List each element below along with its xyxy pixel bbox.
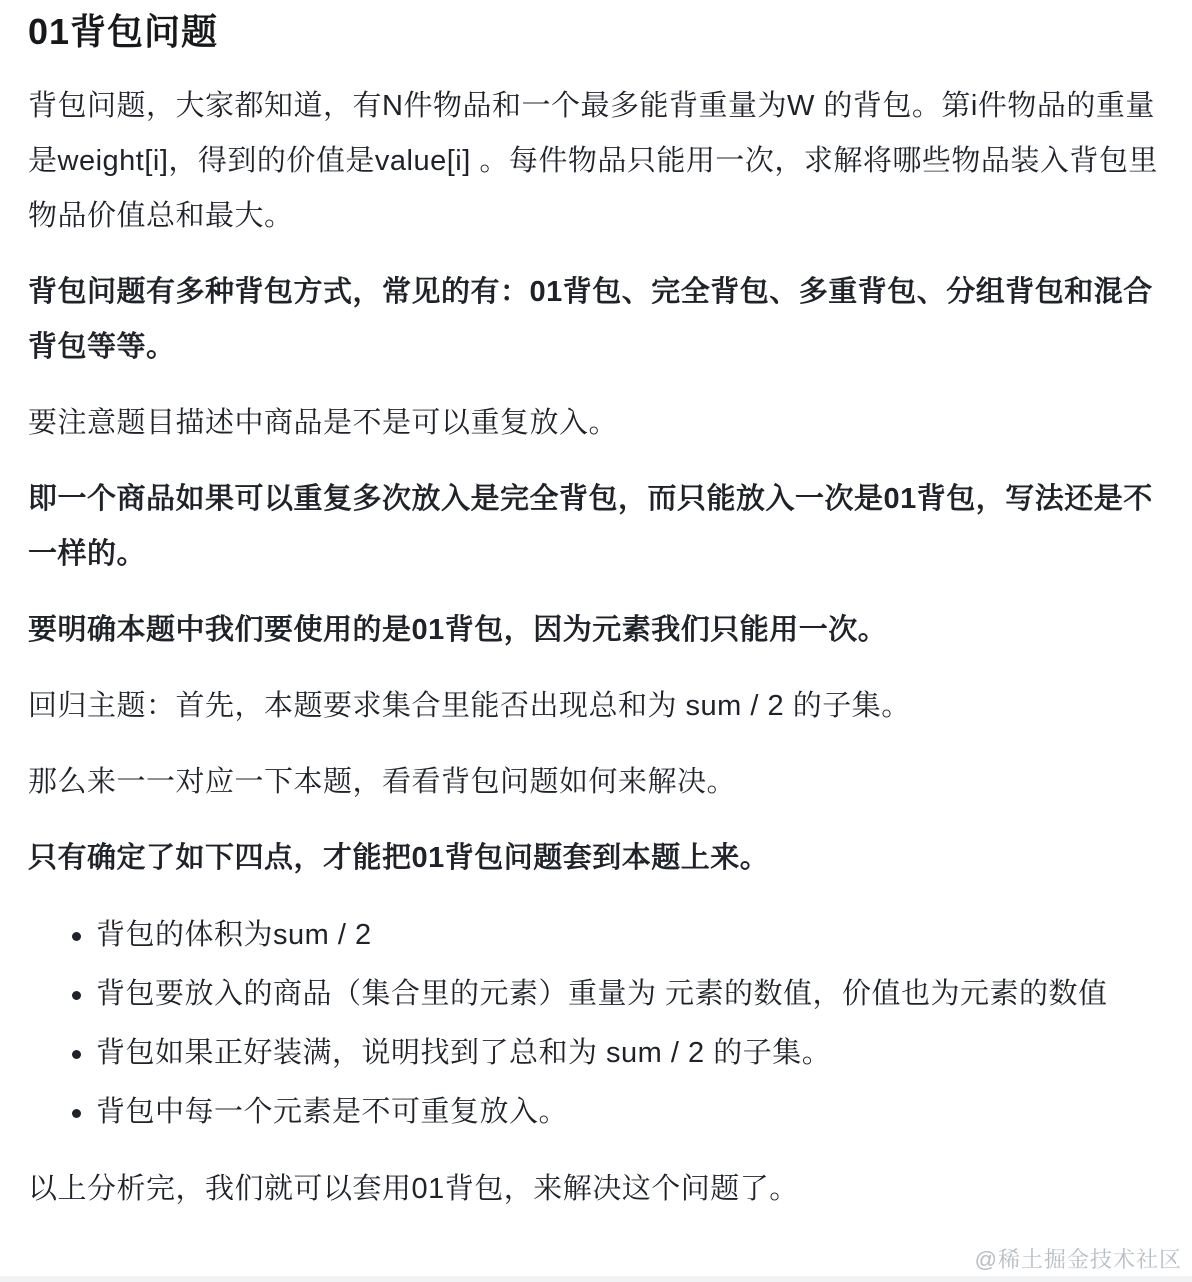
article-title: 01背包问题 — [28, 11, 219, 52]
paragraph-back-to-topic: 回归主题：首先，本题要求集合里能否出现总和为 sum / 2 的子集。 — [28, 690, 911, 722]
watermark: @稀土掘金技术社区 — [974, 1247, 1182, 1272]
paragraph-use-01: 要明确本题中我们要使用的是01背包，因为元素我们只能用一次。 — [28, 614, 888, 646]
paragraph-mapping: 那么来一一对应一下本题，看看背包问题如何来解决。 — [28, 766, 737, 798]
paragraph-note-repeat: 要注意题目描述中商品是不是可以重复放入。 — [28, 407, 619, 439]
paragraph-closing: 以上分析完，我们就可以套用01背包，来解决这个问题了。 — [28, 1173, 799, 1205]
paragraph-knapsack-types: 背包问题有多种背包方式，常见的有：01背包、完全背包、多重背包、分组背包和混合背包等等。 — [28, 276, 1153, 363]
list-item-weight-value: 背包要放入的商品（集合里的元素）重量为 元素的数值，价值也为元素的数值 — [72, 967, 1166, 1022]
paragraph-four-points: 只有确定了如下四点，才能把01背包问题套到本题上来。 — [28, 842, 770, 874]
bottom-strip — [0, 1276, 1192, 1282]
list-item-volume: 背包的体积为sum / 2 — [72, 908, 1166, 963]
list-item-no-repeat: 背包中每一个元素是不可重复放入。 — [72, 1085, 1166, 1140]
list-item-full: 背包如果正好装满，说明找到了总和为 sum / 2 的子集。 — [72, 1026, 1166, 1081]
paragraph-complete-vs-01: 即一个商品如果可以重复多次放入是完全背包，而只能放入一次是01背包，写法还是不一样的。 — [28, 483, 1153, 570]
paragraph-intro: 背包问题，大家都知道，有N件物品和一个最多能背重量为W 的背包。第i件物品的重量是weight[i]，得到的价值是value[i] 。每件物品只能用一次，求解将哪些物品装入背包里物品价值总和最大。 — [28, 90, 1158, 232]
key-points-list — [28, 908, 1166, 1140]
